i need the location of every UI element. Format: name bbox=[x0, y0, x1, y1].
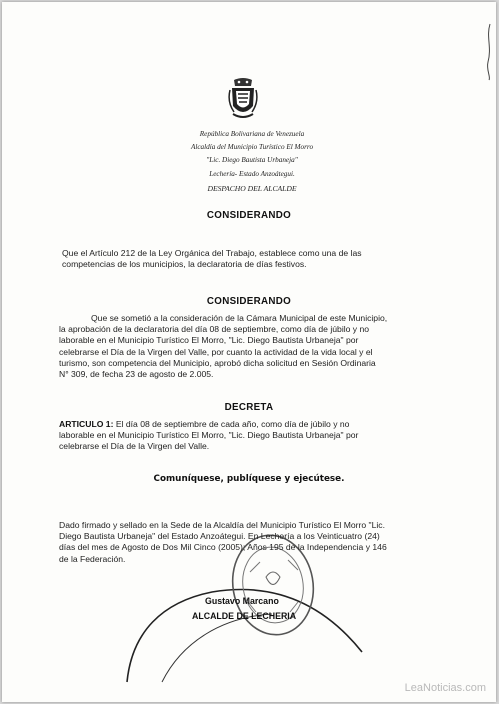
text-line: laborable en el Municipio Turístico El Morro, "Lic. Diego Bautista Urbaneja" por bbox=[59, 430, 359, 441]
considerando-2-text bbox=[59, 313, 439, 380]
text-line: la aprobación de la declaratoria del día 08 de septiembre, como día de júbilo y no bbox=[59, 324, 370, 335]
text-line: laborable en el Municipio Turístico El Morro, "Lic. Diego Bautista Urbaneja" por bbox=[59, 335, 359, 346]
header-office: DESPACHO DEL ALCALDE bbox=[207, 184, 297, 193]
text-line: Que el Artículo 212 de la Ley Orgánica del Trabajo, establece como una de las bbox=[62, 248, 362, 258]
header-republic: República Bolivariana de Venezuela bbox=[199, 130, 305, 138]
text-line: competencias de los municipios, la declaratoria de días festivos. bbox=[62, 259, 307, 270]
header-municipality-name: "Lic. Diego Bautista Urbaneja" bbox=[206, 156, 298, 164]
header-alcaldia: Alcaldía del Municipio Turístico El Morro bbox=[190, 143, 314, 151]
signed-statement bbox=[59, 520, 439, 565]
text-line: celebrarse el Día de la Virgen del Valle, por cuanto la actividad de la vida local y el bbox=[59, 346, 373, 357]
articulo-label: ARTICULO 1: bbox=[59, 419, 114, 429]
signatory-title: ALCALDE DE LECHERIA bbox=[192, 611, 297, 621]
signatory-name: Gustavo Marcano bbox=[205, 596, 279, 606]
articulo-1-text bbox=[59, 419, 439, 453]
text-line: Dado firmado y sellado en la Sede de la Alcaldía del Municipio Turístico El Morro "Lic. bbox=[59, 520, 385, 530]
text-line: turismo, son competencia del Municipio, aprobó dicha solicitud en Sesión Ordinaria bbox=[59, 357, 376, 368]
text-line: Diego Bautista Urbaneja" del Estado Anzoátegui. En Lechería a los Veinticuatro (24) bbox=[59, 531, 380, 542]
considerando-2-heading: CONSIDERANDO bbox=[206, 296, 292, 307]
handwritten-mark bbox=[482, 22, 496, 82]
municipal-emblem-icon bbox=[228, 76, 258, 122]
text-line: Que se sometió a la consideración de la Cámara Municipal de este Municipio, bbox=[91, 313, 388, 323]
text-line: de la Federación. bbox=[59, 553, 126, 564]
articulo-first-line: El día 08 de septiembre de cada año, como día de júbilo y no bbox=[113, 419, 350, 429]
considerando-1-text bbox=[62, 248, 436, 270]
text-line: N° 309, de fecha 23 de agosto de 2.005. bbox=[59, 369, 214, 380]
text-line: días del mes de Agosto de Dos Mil Cinco (2005); Años 195 de la Independencia y 146 bbox=[59, 542, 387, 553]
closing-formula: Comuníquese, publíquese y ejecútese. bbox=[153, 474, 345, 484]
text-line: celebrarse el Día de la Virgen del Valle. bbox=[59, 441, 210, 452]
header-location: Lechería- Estado Anzoátegui. bbox=[209, 170, 295, 178]
watermark: LeaNoticias.com bbox=[404, 682, 486, 694]
text-line bbox=[59, 419, 439, 430]
decreta-heading: DECRETA bbox=[224, 402, 274, 413]
document-page bbox=[2, 2, 496, 702]
considerando-1-heading: CONSIDERANDO bbox=[206, 210, 292, 221]
